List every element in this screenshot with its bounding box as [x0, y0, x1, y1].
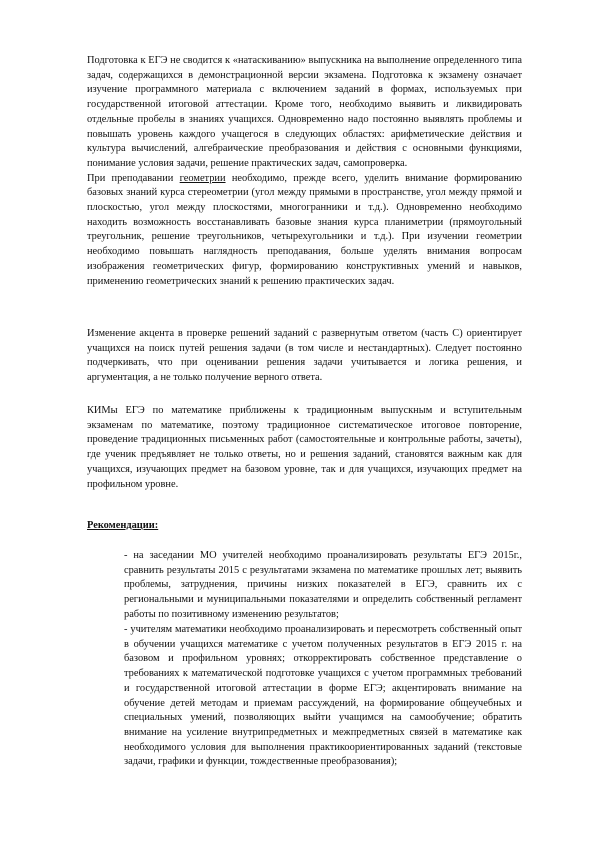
recommendations-heading: Рекомендации: [87, 520, 159, 531]
recommendation-item-1: - на заседании МО учителей необходимо проанализировать результаты ЕГЭ 2015г., сравнить результаты 2015 с результатами экзамена по математике прошлых лет; выявить проблемы, затруднения, причины низких показателей в ЕГЭ, сравнить их с региональными и муниципальными показателями и определить собственный регламент работы по позитивному изменению результатов; [124, 550, 522, 620]
part-c-section [87, 327, 522, 386]
intro-section [87, 54, 522, 289]
geometry-paragraph [87, 172, 522, 290]
exam-preparation-paragraph: Подготовка к ЕГЭ не сводится к «натаскиванию» выпускника на выполнение определенного типа задач, содержащихся в демонстрационной версии экзамена. Подготовка к экзамену означает изучение программного материала с включением заданий в формах, используемых при государственной итоговой аттестации. Кроме того, необходимо выявить и ликвидировать отдельные пробелы в знаниях учащихся. Одновременно надо постоянно выявлять проблемы и повышать уровень каждого учащегося в следующих областях: арифметические действия и культура вычислений, алгебраические преобразования и действия с основными функциями, понимание условия задачи, решение практических задач, самопроверка. [87, 55, 522, 169]
kim-paragraph: КИМы ЕГЭ по математике приближены к традиционным выпускным и вступительным экзаменам по математике, поэтому традиционное систематическое итоговое повторение, проведение традиционных письменных работ (самостоятельные и контрольные работы, зачеты), где ученик предъявляет не только ответы, но и решения заданий, становятся важным как для учащихся, изучающих предмет на базовом уровне, так и для учащихся, изучающих предмет на профильном уровне. [87, 405, 522, 490]
geometry-link[interactable]: геометрии [179, 172, 226, 184]
geometry-paragraph-start: При преподавании [87, 172, 180, 184]
kim-section [87, 404, 522, 492]
recommendation-item-2: - учителям математики необходимо проанализировать и пересмотреть собственный опыт в обучении учащихся математике с учетом полученных результатов в ЕГЭ 2015 г. на базовом и профильном уровнях; откорректировать собственное представление о требованиях к математической подготовке учащихся с учетом программных требований и государственной итоговой аттестации в форме ЕГЭ; акцентировать внимание на обучение детей методам и приемам рассуждений, на формирование общеучебных и специальных умений, позволяющих выйти учащимся на самообучение; обратить внимание на усиление внутрипредметных и межпредметных связей в математике как необходимого условия для выполнения практикоориентированных заданий (текстовые задачи, графики и функции, тождественные преобразования); [124, 624, 522, 768]
part-c-paragraph: Изменение акцента в проверке решений заданий с развернутым ответом (часть С) ориентирует учащихся на поиск путей решения задачи (в том числе и нестандартных). Следует постоянно подчеркивать, что при оценивании решения задачи учитывается и логика решения, и аргументация, а не только получение верного ответа. [87, 328, 522, 384]
geometry-paragraph-end: необходимо, прежде всего, уделить внимание формированию базовых знаний курса стереометрии (угол между прямыми в пространстве, угол между прямой и плоскостью, угол между плоскостями, многогранники и т.д.). Одновременно необходимо находить возможность восстанавливать базовые знания курса планиметрии (прямоугольный треугольник, решение треугольников, четырехугольники и т.д.). При изучении геометрии необходимо повышать наглядность преподавания, больше уделять внимания вопросам изображения геометрических фигур, формированию конструктивных умений и навыков, применению геометрических знаний к решению практических задач. [87, 172, 522, 287]
